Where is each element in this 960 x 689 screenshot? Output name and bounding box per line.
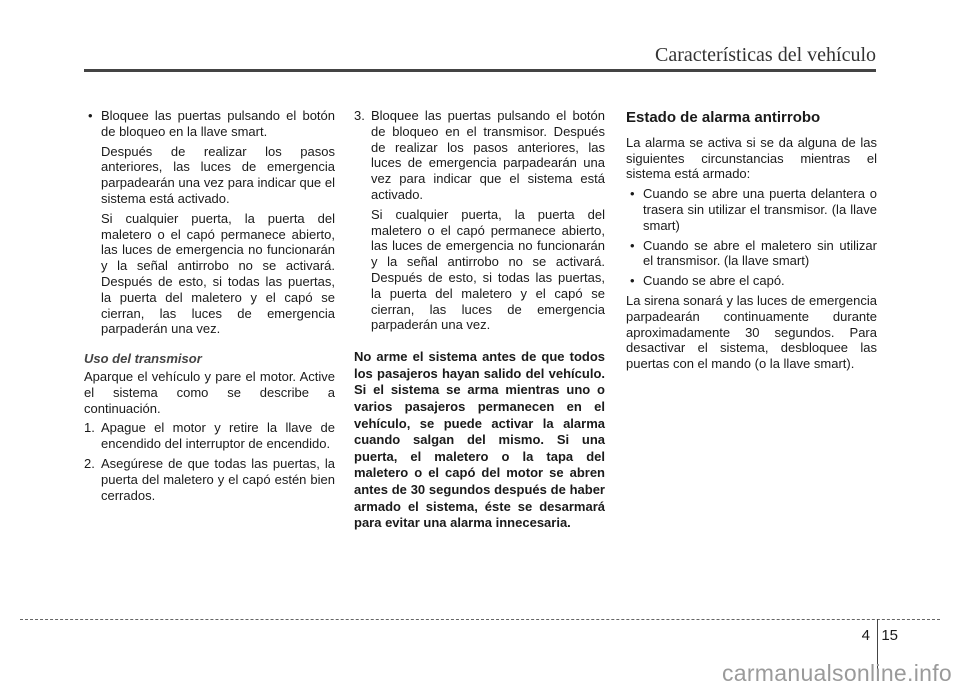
paragraph: Si cualquier puerta, la puerta del maletero o el capó permanece abierto, las luces de emergencia no funcionarán y la señal antirrobo no se activará. Después de esto, si todas las puertas, la puerta del maletero y el capó se cierran, las luces de emergencia parpaderán una vez. — [371, 206, 605, 333]
column-middle — [354, 108, 605, 536]
paragraph: Si cualquier puerta, la puerta del maletero o el capó permanece abierto, las luces de emergencia no funcionarán y la señal antirrobo no se activará. Después de esto, si todas las puertas, la puerta del maletero y el capó se cierran, las luces de emergencia parpaderán una vez. — [101, 210, 335, 337]
bullet-mark: • — [630, 186, 635, 202]
step-number: 3. — [354, 108, 365, 123]
bullet-item — [626, 273, 877, 289]
page-header-title: Características del vehículo — [654, 44, 876, 66]
paragraph: La alarma se activa si se da alguna de las siguientes circunstancias mientras el sistema está armado: — [626, 134, 877, 182]
step-item — [84, 420, 335, 452]
bullet-text: Cuando se abre una puerta delantera o trasera sin utilizar el transmisor. (la llave smart) — [643, 186, 877, 233]
column-left — [84, 108, 335, 507]
bullet-mark: • — [630, 273, 635, 289]
bullet-text: Cuando se abre el maletero sin utilizar el transmisor. (la llave smart) — [643, 237, 877, 269]
section-title: Estado de alarma antirrobo — [626, 109, 821, 126]
subheading: Uso del transmisor — [84, 351, 202, 367]
bullet-mark: • — [88, 108, 93, 123]
paragraph: Aparque el vehículo y pare el motor. Active el sistema como se describe a continuación. — [84, 368, 335, 416]
bullet-item — [626, 186, 877, 233]
step-text: Asegúrese de que todas las puertas, la puerta del maletero y el capó estén bien cerrados. — [101, 455, 335, 503]
step-item — [354, 108, 605, 203]
footer-rule — [20, 619, 940, 620]
step-number: 1. — [84, 420, 95, 436]
page-number: 15 — [881, 627, 898, 644]
step-item — [84, 456, 335, 503]
paragraph: La sirena sonará y las luces de emergencia parpadearán continuamente durante aproximadamente 30 segundos. Para desactivar el sistema, desbloquee las puertas con el mando (o la llave smart). — [626, 292, 877, 372]
bullet-text: Bloquee las puertas pulsando el botón de bloqueo en la llave smart. — [101, 108, 335, 139]
warning-text: No arme el sistema antes de que todos los pasajeros hayan salido del vehículo. Si el sistema se arma mientras uno o varios pasajeros permanecen en el vehículo, se puede activar la alarma cuando salgan del mismo. Si una puerta, el maletero o la tapa del maletero o el capó del motor se abren antes de 30 segundos después de haber armado el sistema, éste se desarmará para evitar una alarma innecesaria. — [354, 349, 605, 531]
paragraph: Después de realizar los pasos anteriores, las luces de emergencia parpadearán una vez para indicar que el sistema está activado. — [101, 143, 335, 206]
header-rule — [84, 69, 876, 72]
bullet-item — [626, 238, 877, 270]
bullet-text: Cuando se abre el capó. — [643, 273, 785, 289]
step-number: 2. — [84, 455, 95, 471]
step-text: Bloquee las puertas pulsando el botón de bloqueo en el transmisor. Después de realizar los pasos anteriores, las luces de emergencia parpadearán una vez para indicar que el sistema está activado. — [371, 108, 605, 202]
bullet-item — [84, 108, 335, 140]
chapter-number: 4 — [861, 627, 870, 644]
step-text: Apague el motor y retire la llave de encendido del interruptor de encendido. — [101, 420, 335, 452]
column-right — [626, 110, 877, 376]
bullet-mark: • — [630, 237, 635, 253]
watermark: carmanualsonline.info — [721, 660, 952, 686]
